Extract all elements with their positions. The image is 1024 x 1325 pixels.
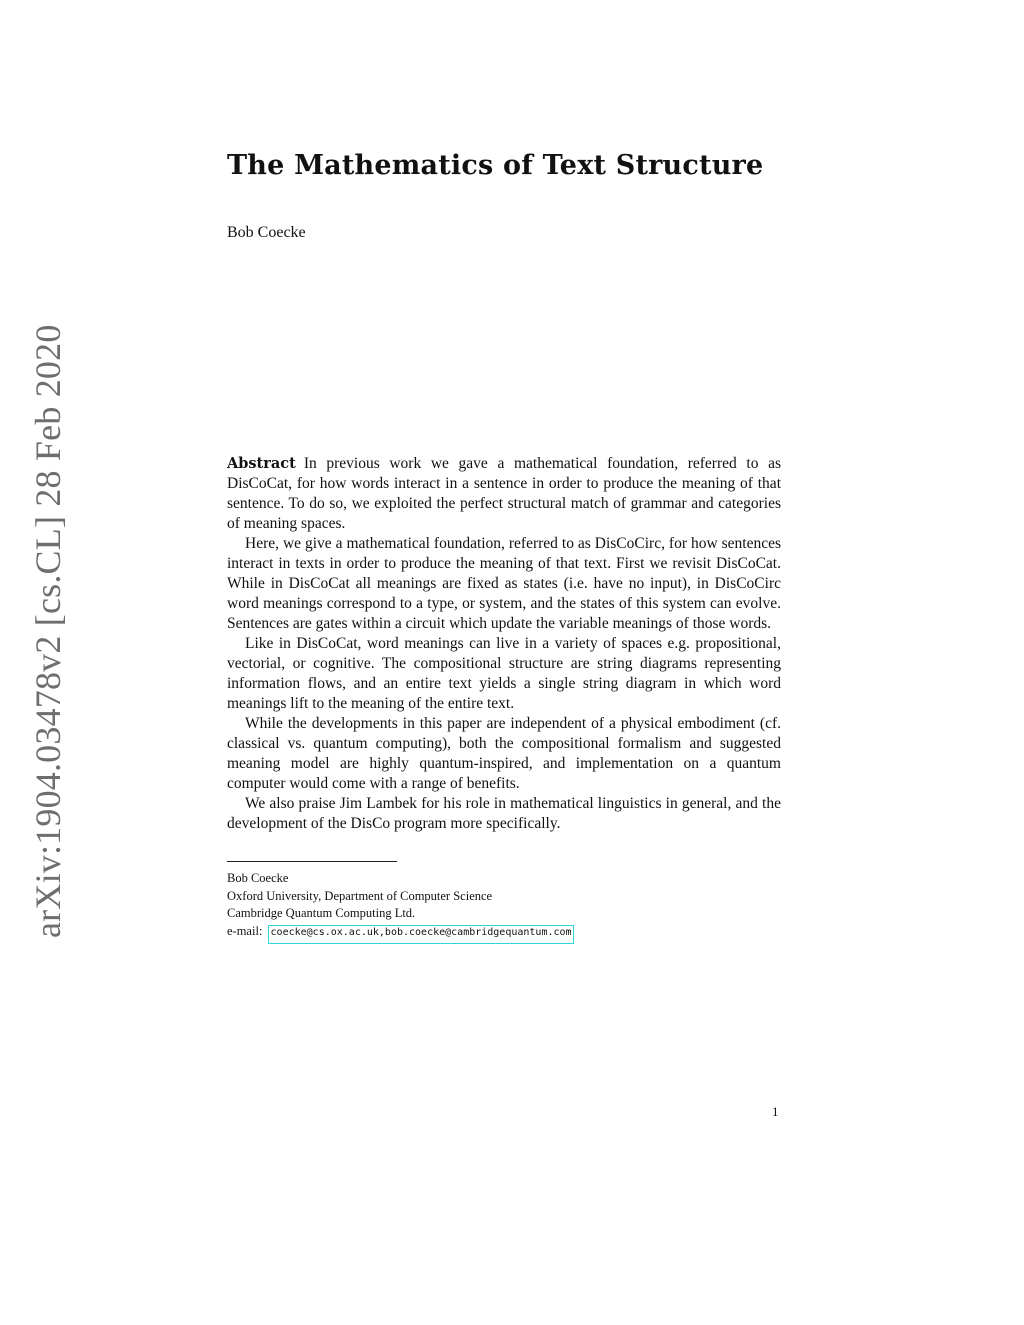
email-label: e-mail: <box>227 923 263 938</box>
footnote-affiliation-cqc: Cambridge Quantum Computing Ltd. <box>227 906 416 920</box>
abstract-paragraph-1 <box>227 454 781 534</box>
abstract <box>227 454 781 834</box>
footnote-author: Bob Coecke <box>227 871 289 885</box>
footnote-divider <box>227 861 397 862</box>
abstract-label: Abstract <box>227 455 296 472</box>
author-name: Bob Coecke <box>227 224 306 241</box>
author-footnote <box>227 870 574 941</box>
abstract-paragraph-4: While the developments in this paper are independent of a physical embodiment (cf. classical vs. quantum computing), both the compositional formalism and suggested meaning model are highly quantum-inspired, and implementation on a quantum computer would come with a range of benefits. <box>227 715 781 792</box>
footnote-affiliation-oxford: Oxford University, Department of Computer Science <box>227 888 493 903</box>
page-number: 1 <box>772 1104 779 1119</box>
paper-title: The Mathematics of Text Structure <box>227 150 764 181</box>
abstract-paragraph-5: We also praise Jim Lambek for his role in mathematical linguistics in general, and the development of the DisCo program more specifically. <box>227 795 781 832</box>
abstract-paragraph-3: Like in DisCoCat, word meanings can live in a variety of spaces e.g. propositional, vectorial, or cognitive. The compositional structure are string diagrams representing information flows, and an entire text yields a single string diagram in which word meanings lift to the meaning of the entire text. <box>227 635 781 712</box>
footnote-email-line <box>227 923 574 942</box>
arxiv-identifier: arXiv:1904.03478v2 [cs.CL] 28 Feb 2020 <box>28 324 68 938</box>
email-link[interactable]: coecke@cs.ox.ac.uk,bob.coecke@cambridgequantum.com <box>268 925 574 944</box>
abstract-paragraph-2: Here, we give a mathematical foundation, referred to as DisCoCirc, for how sentences interact in texts in order to produce the meaning of that text. First we revisit DisCoCat. While in DisCoCat all meanings are fixed as states (i.e. have no input), in DisCoCirc word meanings correspond to a type, or system, and the states of this system can evolve. Sentences are gates within a circuit which update the variable meanings of those words. <box>227 535 781 632</box>
abstract-paragraph-1-text: In previous work we gave a mathematical foundation, referred to as DisCoCat, for how words interact in a sentence in order to produce the meaning of that sentence. To do so, we exploited the perfect structural match of grammar and categories of meaning spaces. <box>227 455 781 532</box>
